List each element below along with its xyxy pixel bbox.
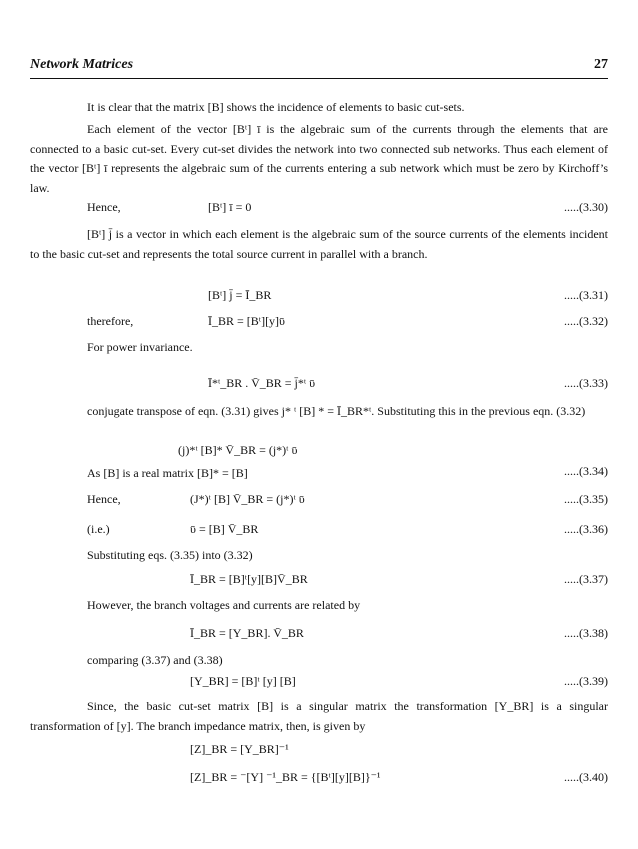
equation-number: .....(3.37) <box>564 572 608 586</box>
equation-expression: Ī_BR = [B]ᵗ[y][B]V̄_BR <box>190 572 308 586</box>
equation-number: .....(3.31) <box>564 288 608 302</box>
equation-number: .....(3.40) <box>564 770 608 784</box>
equation-row <box>30 572 608 592</box>
equation-row <box>30 742 608 762</box>
equation-row <box>30 200 608 220</box>
running-header <box>30 57 608 77</box>
equation-row <box>30 314 608 334</box>
equation-number: .....(3.33) <box>564 376 608 390</box>
header-rule <box>30 78 608 79</box>
equation-label: (i.e.) <box>87 522 110 536</box>
equation-row <box>30 443 608 463</box>
equation-number: .....(3.34) <box>564 464 608 478</box>
equation-expression: Ī_BR = [Bᵗ][y]ῡ <box>208 314 285 328</box>
equation-number: .....(3.30) <box>564 200 608 214</box>
equation-expression: [Bᵗ] ī = 0 <box>208 200 252 214</box>
equation-number: .....(3.35) <box>564 492 608 506</box>
paragraph-6: As [B] is a real matrix [B]* = [B] <box>87 466 248 480</box>
equation-number: .....(3.32) <box>564 314 608 328</box>
equation-expression: [Bᵗ] j̄ = Ī_BR <box>208 288 272 302</box>
equation-row <box>30 522 608 542</box>
equation-label: Hence, <box>87 492 121 506</box>
equation-row <box>30 376 608 396</box>
equation-expression: [Z]_BR = [Y_BR]⁻¹ <box>190 742 289 756</box>
paragraph-5: conjugate transpose of eqn. (3.31) gives j* ᵗ [B] * = Ī_BR*ᵗ. Substituting this in the previous eqn. (3.32) <box>87 404 586 418</box>
equation-row <box>30 674 608 694</box>
equation-expression: Ī*ᵗ_BR . V̄_BR = j̄*ᵗ ῡ <box>208 376 316 390</box>
equation-expression: [Y_BR] = [B]ᵗ [y] [B] <box>190 674 296 688</box>
chapter-title: Network Matrices <box>30 57 134 72</box>
equation-label: therefore, <box>87 314 134 328</box>
paragraph-2: Each element of the vector [Bᵗ] ī is the algebraic sum of the currents through the elements that are connected to a basic cut-set. Every cut-set divides the network into two connected sub networks. Thus each element of the vector [Bᵗ] ī represents the algebraic sum of the currents entering a sub network which must be zero by Kirchoff’s law. <box>30 122 608 195</box>
equation-expression: Ī_BR = [Y_BR]. V̄_BR <box>190 626 304 640</box>
equation-expression: (J*)ᵗ [B] V̄_BR = (j*)ᵗ ῡ <box>190 492 305 506</box>
paragraph-7: Substituting eqs. (3.35) into (3.32) <box>87 548 253 562</box>
page-number: 27 <box>594 57 608 72</box>
equation-expression: (j)*ᵗ [B]* V̄_BR = (j*)ᵗ ῡ <box>178 443 298 457</box>
equation-row <box>30 626 608 646</box>
equation-label: Hence, <box>87 200 121 214</box>
equation-row <box>30 288 608 308</box>
equation-number: .....(3.38) <box>564 626 608 640</box>
paragraph-1: It is clear that the matrix [B] shows the incidence of elements to basic cut-sets. <box>87 100 465 114</box>
paragraph-4: For power invariance. <box>87 340 193 354</box>
equation-number: .....(3.39) <box>564 674 608 688</box>
paragraph-9: comparing (3.37) and (3.38) <box>87 653 223 667</box>
paragraph-8: However, the branch voltages and currents are related by <box>87 598 361 612</box>
equation-row <box>30 492 608 512</box>
paragraph-3: [Bᵗ] j̄ is a vector in which each element is the algebraic sum of the source currents of the elements incident to the basic cut-set and represents the total source current in parallel with a branch. <box>30 227 608 261</box>
equation-expression: [Z]_BR = ⁻[Y] ⁻¹_BR = {[Bᵗ][y][B]}⁻¹ <box>190 770 381 784</box>
paragraph-10: Since, the basic cut-set matrix [B] is a singular matrix the transformation [Y_BR] is a singular transformation of [y]. The branch impedance matrix, then, is given by <box>30 699 608 733</box>
equation-row <box>30 770 608 790</box>
equation-number: .....(3.36) <box>564 522 608 536</box>
equation-expression: ῡ = [B] V̄_BR <box>190 522 259 536</box>
